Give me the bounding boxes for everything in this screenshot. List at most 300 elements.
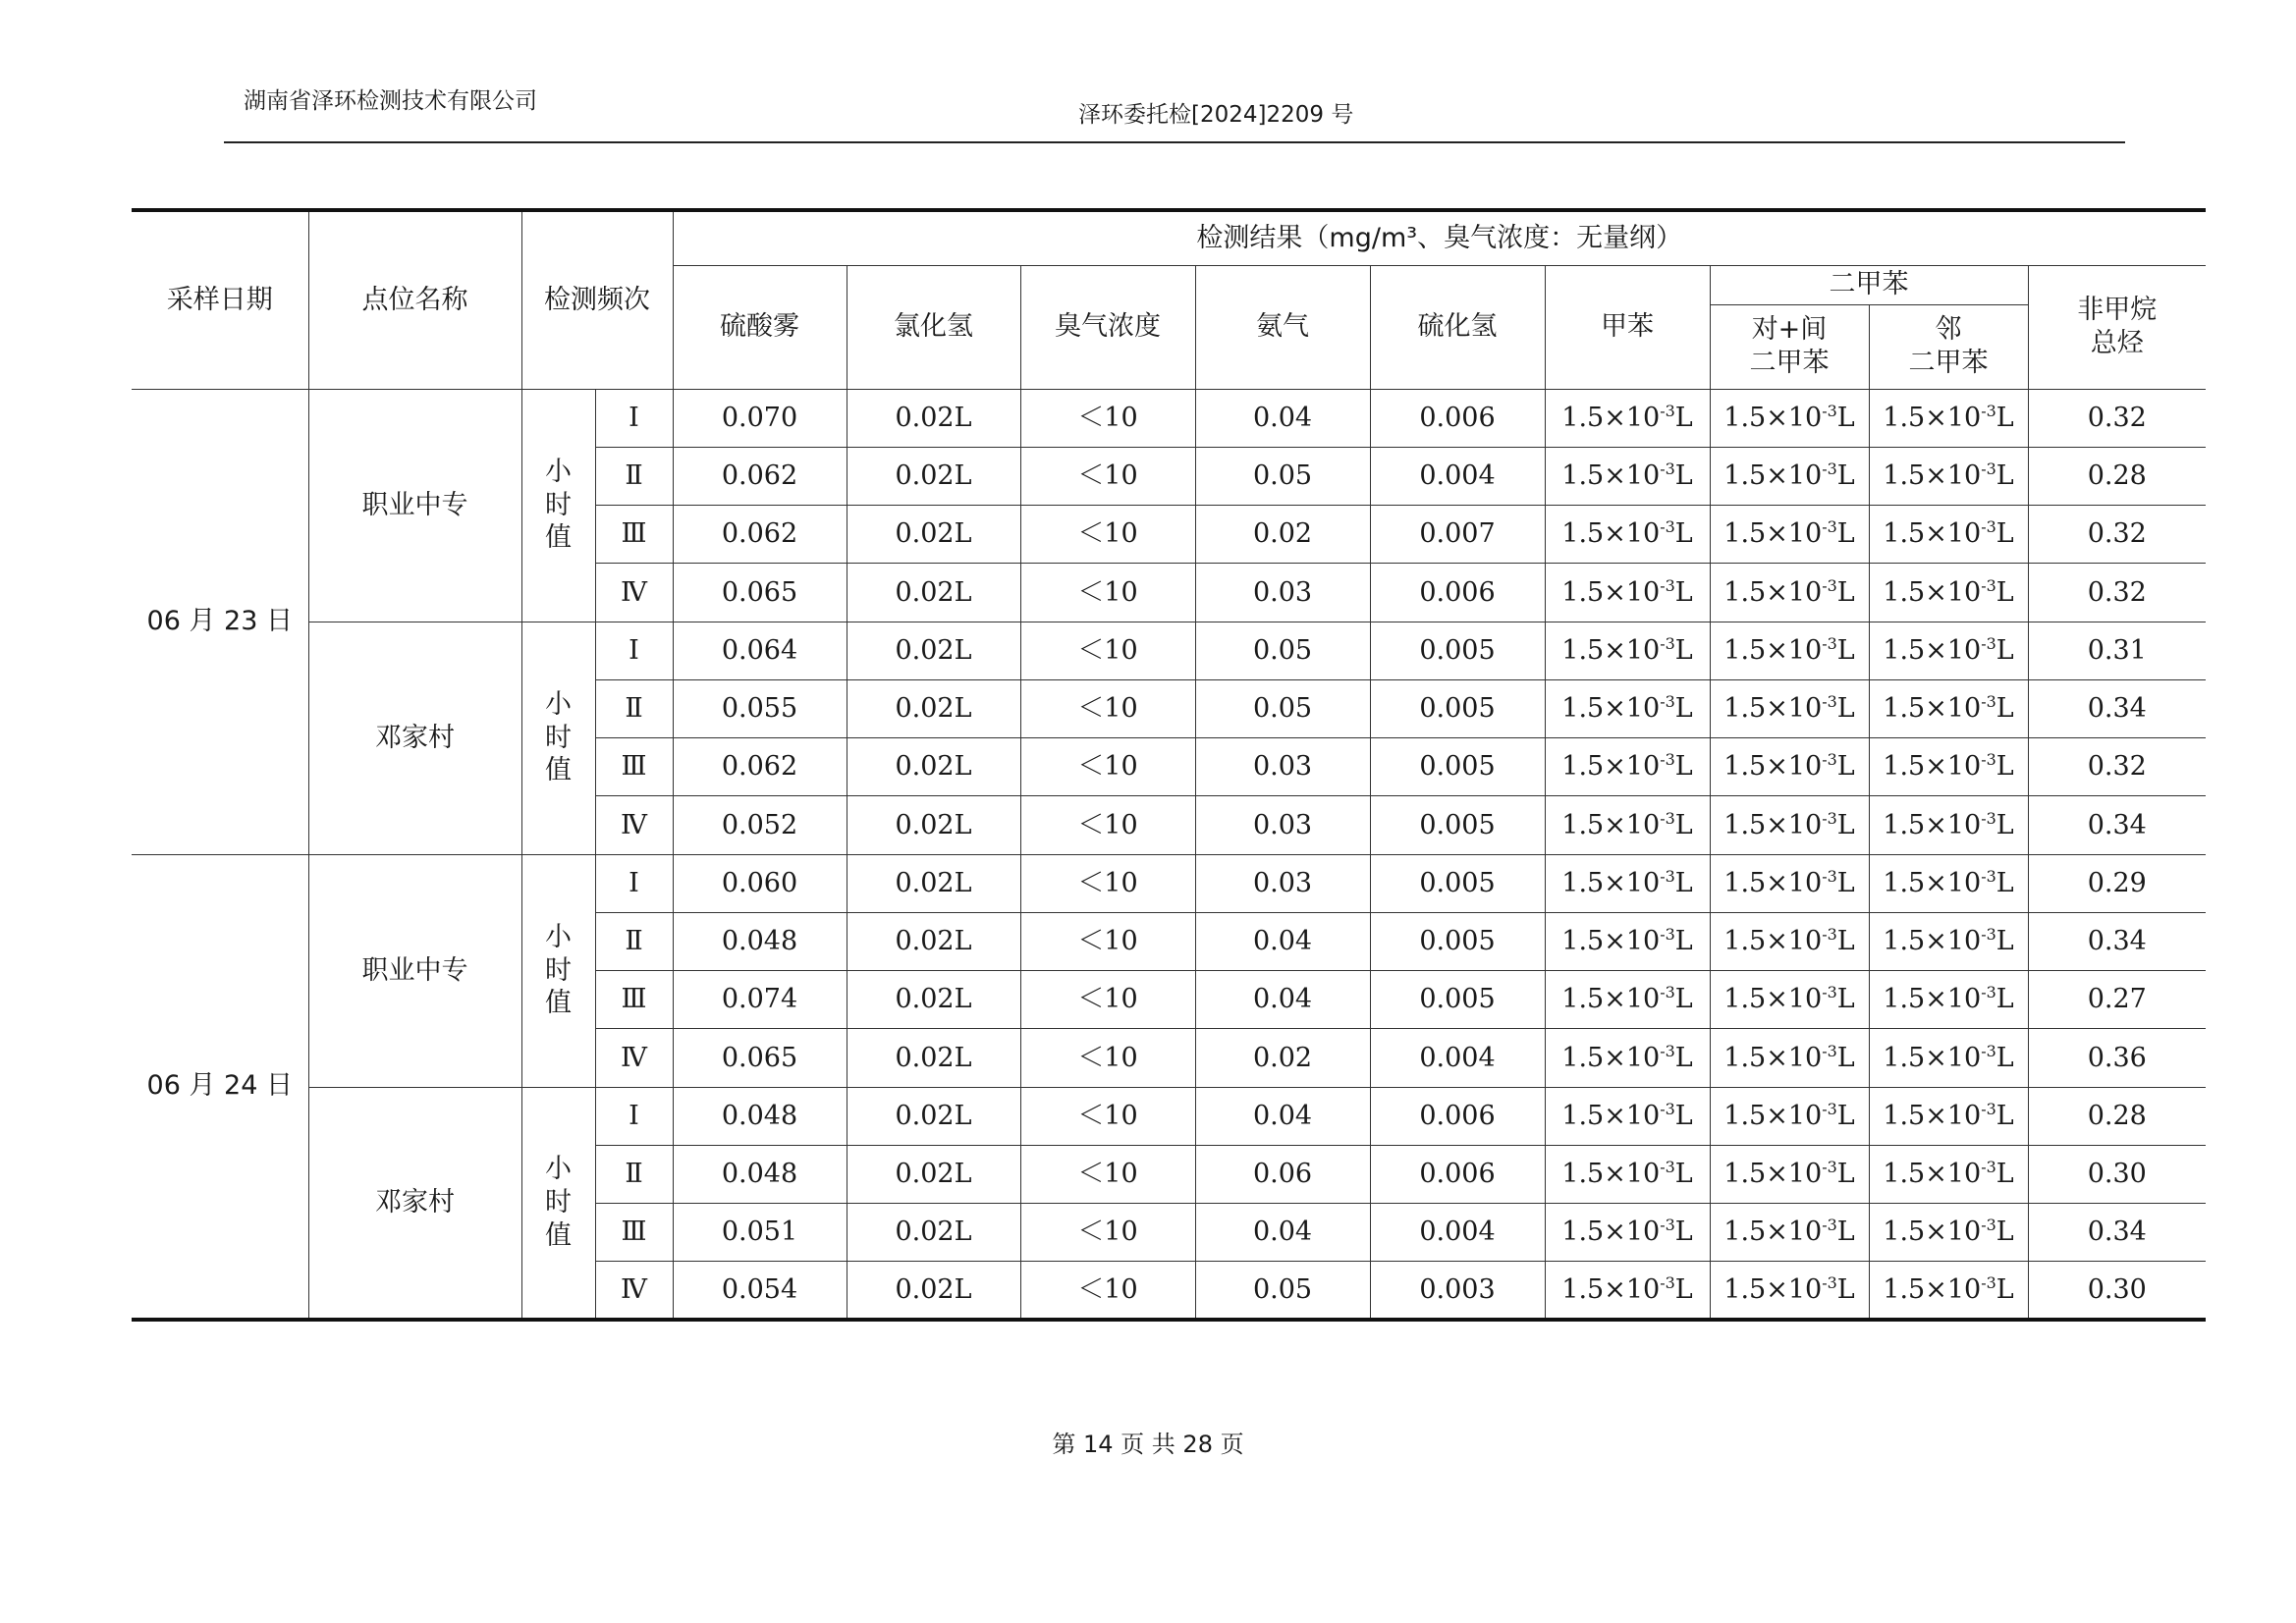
frequency-type-char: 小 <box>545 688 572 720</box>
detection-limit-base: 1.5×10 <box>1561 460 1661 491</box>
site-name: 邓家村 <box>308 622 521 854</box>
detection-limit-exponent: -3 <box>1660 925 1675 944</box>
result-cell: 0.007 <box>1370 506 1545 564</box>
frequency-number: Ⅳ <box>595 564 673 622</box>
detection-limit-exponent: -3 <box>1822 1099 1837 1118</box>
result-cell: ＜10 <box>1020 796 1195 854</box>
detection-limit-base: 1.5×10 <box>1561 1100 1661 1131</box>
detection-limit-suffix: L <box>1995 867 2014 898</box>
detection-limit-cell <box>1545 971 1710 1029</box>
detection-limit-suffix: L <box>1674 984 1693 1015</box>
detection-limit-exponent: -3 <box>1822 1041 1837 1060</box>
result-cell: 0.02L <box>847 389 1020 447</box>
detection-limit-cell <box>1545 622 1710 679</box>
detection-limit-suffix: L <box>1674 867 1693 898</box>
detection-limit-base: 1.5×10 <box>1723 926 1823 956</box>
result-cell: 0.004 <box>1370 447 1545 505</box>
frequency-number: Ⅳ <box>595 1262 673 1320</box>
detection-limit-suffix: L <box>1995 634 2014 666</box>
detection-limit-cell <box>1710 622 1869 679</box>
result-cell: 0.048 <box>673 1087 847 1145</box>
detection-limit-suffix: L <box>1995 402 2014 433</box>
detection-limit-suffix: L <box>1836 809 1855 840</box>
result-cell: 0.02 <box>1195 1029 1370 1087</box>
result-cell: 0.04 <box>1195 912 1370 970</box>
detection-limit-exponent: -3 <box>1822 1158 1837 1176</box>
detection-limit-suffix: L <box>1836 402 1855 433</box>
detection-limit-base: 1.5×10 <box>1883 1100 1982 1131</box>
nmhc-cell: 0.31 <box>2028 622 2206 679</box>
result-cell: 0.02L <box>847 564 1020 622</box>
detection-limit-cell <box>1710 796 1869 854</box>
detection-limit-suffix: L <box>1995 460 2014 491</box>
result-cell: ＜10 <box>1020 506 1195 564</box>
detection-limit-cell <box>1545 1262 1710 1320</box>
result-cell: 0.048 <box>673 912 847 970</box>
frequency-type-char: 时 <box>545 722 572 753</box>
detection-limit-exponent: -3 <box>1660 750 1675 770</box>
frequency-number: Ⅲ <box>595 738 673 796</box>
result-cell: 0.004 <box>1370 1204 1545 1262</box>
detection-limit-exponent: -3 <box>1660 808 1675 828</box>
frequency-type <box>521 389 595 622</box>
detection-limit-suffix: L <box>1836 1217 1855 1248</box>
detection-limit-cell <box>1545 389 1710 447</box>
result-cell: 0.065 <box>673 1029 847 1087</box>
detection-limit-suffix: L <box>1836 576 1855 608</box>
table-row <box>132 1087 2206 1145</box>
detection-limit-cell <box>1710 971 1869 1029</box>
result-cell: ＜10 <box>1020 971 1195 1029</box>
col-header-mp-xylene-line: 二甲苯 <box>1749 348 1830 378</box>
company-name: 湖南省泽环检测技术有限公司 <box>244 88 537 114</box>
result-cell: 0.03 <box>1195 796 1370 854</box>
detection-limit-base: 1.5×10 <box>1883 576 1982 608</box>
detection-limit-exponent: -3 <box>1981 1041 1996 1060</box>
result-cell: 0.04 <box>1195 971 1370 1029</box>
detection-limit-base: 1.5×10 <box>1723 518 1823 550</box>
result-cell: ＜10 <box>1020 1029 1195 1087</box>
detection-limit-cell <box>1545 854 1710 912</box>
detection-limit-cell <box>1869 796 2028 854</box>
table-row <box>132 854 2206 912</box>
frequency-type <box>521 854 595 1087</box>
detection-limit-suffix: L <box>1836 1273 1855 1305</box>
detection-limit-cell <box>1869 622 2028 679</box>
result-cell: 0.065 <box>673 564 847 622</box>
detection-limit-cell <box>1710 506 1869 564</box>
result-cell: 0.02L <box>847 854 1020 912</box>
detection-limit-cell <box>1545 1204 1710 1262</box>
detection-limit-exponent: -3 <box>1981 401 1996 420</box>
detection-limit-suffix: L <box>1674 460 1693 491</box>
col-header-nmhc-line: 总烃 <box>2090 328 2144 358</box>
detection-limit-cell <box>1869 506 2028 564</box>
detection-limit-cell <box>1545 679 1710 737</box>
detection-limit-suffix: L <box>1995 1217 2014 1248</box>
result-cell: ＜10 <box>1020 1262 1195 1320</box>
detection-limit-base: 1.5×10 <box>1883 751 1982 783</box>
detection-limit-suffix: L <box>1995 984 2014 1015</box>
result-cell: 0.051 <box>673 1204 847 1262</box>
detection-limit-cell <box>1710 564 1869 622</box>
nmhc-cell: 0.30 <box>2028 1262 2206 1320</box>
detection-limit-suffix: L <box>1995 751 2014 783</box>
detection-limit-cell <box>1710 1087 1869 1145</box>
detection-limit-suffix: L <box>1836 460 1855 491</box>
result-cell: ＜10 <box>1020 854 1195 912</box>
sampling-date: 06 月 24 日 <box>132 854 308 1320</box>
detection-limit-base: 1.5×10 <box>1883 1042 1982 1073</box>
nmhc-cell: 0.30 <box>2028 1145 2206 1203</box>
col-header-mp-xylene-line: 对+间 <box>1751 314 1828 346</box>
detection-limit-exponent: -3 <box>1981 866 1996 886</box>
detection-limit-suffix: L <box>1995 809 2014 840</box>
detection-limit-base: 1.5×10 <box>1883 1217 1982 1248</box>
result-cell: 0.006 <box>1370 1145 1545 1203</box>
nmhc-cell: 0.36 <box>2028 1029 2206 1087</box>
frequency-number: Ⅰ <box>595 622 673 679</box>
nmhc-cell: 0.29 <box>2028 854 2206 912</box>
result-cell: 0.062 <box>673 506 847 564</box>
result-cell: 0.02L <box>847 912 1020 970</box>
detection-limit-base: 1.5×10 <box>1883 809 1982 840</box>
sampling-date: 06 月 23 日 <box>132 389 308 854</box>
result-cell: ＜10 <box>1020 1204 1195 1262</box>
detection-limit-cell <box>1710 447 1869 505</box>
detection-limit-base: 1.5×10 <box>1883 1159 1982 1189</box>
detection-limit-suffix: L <box>1674 1217 1693 1248</box>
result-cell: 0.005 <box>1370 738 1545 796</box>
frequency-number: Ⅳ <box>595 1029 673 1087</box>
result-cell: ＜10 <box>1020 447 1195 505</box>
detection-limit-exponent: -3 <box>1660 517 1675 537</box>
site-name: 邓家村 <box>308 1087 521 1320</box>
detection-limit-suffix: L <box>1995 576 2014 608</box>
nmhc-cell: 0.32 <box>2028 738 2206 796</box>
detection-limit-suffix: L <box>1674 751 1693 783</box>
detection-limit-exponent: -3 <box>1822 808 1837 828</box>
col-header-o-xylene-line: 二甲苯 <box>1908 348 1989 378</box>
frequency-type-char: 小 <box>545 921 572 952</box>
result-cell: 0.005 <box>1370 854 1545 912</box>
detection-limit-exponent: -3 <box>1660 401 1675 420</box>
detection-limit-exponent: -3 <box>1660 460 1675 478</box>
detection-limit-exponent: -3 <box>1981 575 1996 595</box>
result-cell: 0.02L <box>847 447 1020 505</box>
frequency-type-char: 时 <box>545 1186 572 1217</box>
detection-limit-exponent: -3 <box>1981 1216 1996 1235</box>
detection-limit-base: 1.5×10 <box>1723 693 1823 724</box>
result-cell: ＜10 <box>1020 738 1195 796</box>
detection-limit-cell <box>1869 1087 2028 1145</box>
result-cell: 0.02L <box>847 1145 1020 1203</box>
detection-limit-base: 1.5×10 <box>1723 402 1823 433</box>
detection-limit-cell <box>1710 1145 1869 1203</box>
detection-limit-exponent: -3 <box>1822 460 1837 478</box>
detection-limit-exponent: -3 <box>1822 633 1837 653</box>
table-row <box>132 622 2206 679</box>
detection-limit-cell <box>1869 1262 2028 1320</box>
frequency-number: Ⅰ <box>595 1087 673 1145</box>
detection-limit-exponent: -3 <box>1981 1158 1996 1176</box>
detection-limit-cell <box>1545 1029 1710 1087</box>
detection-limit-suffix: L <box>1674 1100 1693 1131</box>
col-header-o-xylene <box>1869 304 2028 389</box>
frequency-type <box>521 1087 595 1320</box>
detection-limit-base: 1.5×10 <box>1561 634 1661 666</box>
detection-limit-base: 1.5×10 <box>1883 634 1982 666</box>
result-cell: 0.062 <box>673 447 847 505</box>
result-cell: 0.006 <box>1370 564 1545 622</box>
result-cell: 0.02L <box>847 679 1020 737</box>
result-cell: 0.02L <box>847 1204 1020 1262</box>
result-cell: 0.003 <box>1370 1262 1545 1320</box>
detection-limit-base: 1.5×10 <box>1883 867 1982 898</box>
detection-limit-exponent: -3 <box>1660 633 1675 653</box>
result-cell: ＜10 <box>1020 564 1195 622</box>
frequency-number: Ⅰ <box>595 389 673 447</box>
col-header-item: 臭气浓度 <box>1020 265 1195 389</box>
result-cell: ＜10 <box>1020 389 1195 447</box>
col-header-nmhc <box>2028 265 2206 389</box>
detection-limit-suffix: L <box>1836 634 1855 666</box>
result-cell: ＜10 <box>1020 679 1195 737</box>
result-cell: 0.052 <box>673 796 847 854</box>
detection-limit-exponent: -3 <box>1660 1158 1675 1176</box>
detection-limit-suffix: L <box>1674 926 1693 956</box>
frequency-type-char: 值 <box>545 1219 572 1251</box>
result-cell: 0.06 <box>1195 1145 1370 1203</box>
detection-limit-exponent: -3 <box>1822 575 1837 595</box>
detection-limit-base: 1.5×10 <box>1723 634 1823 666</box>
result-cell: ＜10 <box>1020 912 1195 970</box>
result-cell: ＜10 <box>1020 622 1195 679</box>
detection-limit-base: 1.5×10 <box>1883 926 1982 956</box>
detection-limit-suffix: L <box>1836 1100 1855 1131</box>
detection-limit-cell <box>1710 1204 1869 1262</box>
detection-limit-base: 1.5×10 <box>1723 751 1823 783</box>
detection-limit-suffix: L <box>1674 1159 1693 1189</box>
detection-limit-cell <box>1869 854 2028 912</box>
result-cell: 0.006 <box>1370 1087 1545 1145</box>
detection-limit-base: 1.5×10 <box>1723 460 1823 491</box>
detection-limit-cell <box>1545 1087 1710 1145</box>
detection-limit-suffix: L <box>1995 1159 2014 1189</box>
col-header-mp-xylene <box>1710 304 1869 389</box>
result-cell: 0.055 <box>673 679 847 737</box>
detection-limit-base: 1.5×10 <box>1883 518 1982 550</box>
detection-limit-exponent: -3 <box>1822 983 1837 1002</box>
detection-limit-cell <box>1710 1029 1869 1087</box>
detection-limit-base: 1.5×10 <box>1723 1042 1823 1073</box>
detection-limit-cell <box>1545 506 1710 564</box>
detection-limit-exponent: -3 <box>1660 1099 1675 1118</box>
nmhc-cell: 0.32 <box>2028 564 2206 622</box>
frequency-type-char: 时 <box>545 489 572 520</box>
result-cell: 0.070 <box>673 389 847 447</box>
detection-limit-base: 1.5×10 <box>1561 809 1661 840</box>
detection-limit-base: 1.5×10 <box>1561 926 1661 956</box>
frequency-number: Ⅲ <box>595 971 673 1029</box>
result-cell: 0.074 <box>673 971 847 1029</box>
detection-limit-base: 1.5×10 <box>1561 693 1661 724</box>
detection-limit-base: 1.5×10 <box>1561 1217 1661 1248</box>
detection-limit-exponent: -3 <box>1822 866 1837 886</box>
result-cell: 0.02L <box>847 622 1020 679</box>
detection-limit-exponent: -3 <box>1981 750 1996 770</box>
report-number: 泽环委托检[2024]2209 号 <box>1078 102 1354 128</box>
detection-limit-base: 1.5×10 <box>1561 518 1661 550</box>
detection-limit-exponent: -3 <box>1822 925 1837 944</box>
result-cell: 0.005 <box>1370 912 1545 970</box>
detection-limit-suffix: L <box>1995 1100 2014 1131</box>
result-cell: 0.02L <box>847 1087 1020 1145</box>
header-divider <box>224 141 2125 143</box>
detection-limit-exponent: -3 <box>1822 401 1837 420</box>
col-header-o-xylene-line: 邻 <box>1935 314 1962 346</box>
detection-limit-exponent: -3 <box>1660 575 1675 595</box>
frequency-number: Ⅳ <box>595 796 673 854</box>
col-header-item: 氨气 <box>1195 265 1370 389</box>
frequency-number: Ⅱ <box>595 1145 673 1203</box>
detection-limit-suffix: L <box>1674 1273 1693 1305</box>
detection-limit-exponent: -3 <box>1981 633 1996 653</box>
detection-limit-cell <box>1545 1145 1710 1203</box>
detection-limit-base: 1.5×10 <box>1561 1042 1661 1073</box>
col-header-frequency: 检测频次 <box>521 210 673 389</box>
col-header-results: 检测结果（mg/m³、臭气浓度：无量纲） <box>673 210 2206 265</box>
result-cell: 0.006 <box>1370 389 1545 447</box>
detection-limit-base: 1.5×10 <box>1561 402 1661 433</box>
frequency-number: Ⅱ <box>595 447 673 505</box>
result-cell: 0.02L <box>847 738 1020 796</box>
detection-limit-exponent: -3 <box>1660 1216 1675 1235</box>
detection-limit-cell <box>1869 389 2028 447</box>
detection-limit-suffix: L <box>1836 1159 1855 1189</box>
detection-limit-suffix: L <box>1836 867 1855 898</box>
nmhc-cell: 0.28 <box>2028 447 2206 505</box>
detection-limit-cell <box>1545 447 1710 505</box>
result-cell: 0.03 <box>1195 564 1370 622</box>
detection-limit-cell <box>1869 679 2028 737</box>
result-cell: 0.005 <box>1370 622 1545 679</box>
detection-limit-suffix: L <box>1995 1042 2014 1073</box>
site-name: 职业中专 <box>308 854 521 1087</box>
detection-limit-suffix: L <box>1995 926 2014 956</box>
detection-limit-cell <box>1710 854 1869 912</box>
detection-limit-base: 1.5×10 <box>1723 1100 1823 1131</box>
result-cell: 0.02L <box>847 1029 1020 1087</box>
detection-limit-base: 1.5×10 <box>1561 576 1661 608</box>
detection-limit-suffix: L <box>1995 518 2014 550</box>
nmhc-cell: 0.27 <box>2028 971 2206 1029</box>
detection-limit-base: 1.5×10 <box>1883 984 1982 1015</box>
detection-limit-cell <box>1869 1204 2028 1262</box>
detection-limit-base: 1.5×10 <box>1883 402 1982 433</box>
detection-limit-cell <box>1545 738 1710 796</box>
result-cell: 0.004 <box>1370 1029 1545 1087</box>
frequency-number: Ⅲ <box>595 506 673 564</box>
detection-limit-suffix: L <box>1836 518 1855 550</box>
detection-limit-base: 1.5×10 <box>1561 751 1661 783</box>
detection-limit-suffix: L <box>1674 634 1693 666</box>
detection-limit-base: 1.5×10 <box>1561 1159 1661 1189</box>
detection-limit-cell <box>1869 971 2028 1029</box>
result-cell: 0.04 <box>1195 1204 1370 1262</box>
detection-limit-suffix: L <box>1674 693 1693 724</box>
result-cell: 0.04 <box>1195 389 1370 447</box>
detection-limit-cell <box>1869 912 2028 970</box>
result-cell: 0.05 <box>1195 1262 1370 1320</box>
detection-limit-cell <box>1869 738 2028 796</box>
result-cell: 0.05 <box>1195 622 1370 679</box>
result-cell: 0.064 <box>673 622 847 679</box>
detection-limit-suffix: L <box>1836 751 1855 783</box>
detection-limit-exponent: -3 <box>1660 983 1675 1002</box>
detection-limit-cell <box>1710 738 1869 796</box>
result-cell: 0.054 <box>673 1262 847 1320</box>
col-header-xylene-group: 二甲苯 <box>1710 265 2028 304</box>
detection-limit-base: 1.5×10 <box>1723 1273 1823 1305</box>
detection-limit-cell <box>1545 796 1710 854</box>
detection-limit-suffix: L <box>1836 693 1855 724</box>
detection-limit-base: 1.5×10 <box>1723 867 1823 898</box>
detection-limit-exponent: -3 <box>1981 1099 1996 1118</box>
site-name: 职业中专 <box>308 389 521 622</box>
detection-limit-cell <box>1710 912 1869 970</box>
detection-limit-suffix: L <box>1674 809 1693 840</box>
detection-limit-cell <box>1869 1029 2028 1087</box>
result-cell: 0.04 <box>1195 1087 1370 1145</box>
frequency-type-char: 值 <box>545 988 572 1019</box>
frequency-type-char: 值 <box>545 522 572 554</box>
result-cell: 0.02 <box>1195 506 1370 564</box>
detection-limit-base: 1.5×10 <box>1723 1159 1823 1189</box>
result-cell: 0.02L <box>847 796 1020 854</box>
detection-limit-suffix: L <box>1995 1273 2014 1305</box>
results-body <box>132 389 2206 1320</box>
detection-limit-cell <box>1869 447 2028 505</box>
detection-limit-suffix: L <box>1836 1042 1855 1073</box>
frequency-type <box>521 622 595 854</box>
frequency-type-char: 小 <box>545 1154 572 1185</box>
detection-limit-exponent: -3 <box>1660 692 1675 711</box>
detection-limit-exponent: -3 <box>1981 692 1996 711</box>
col-header-item: 甲苯 <box>1545 265 1710 389</box>
detection-limit-cell <box>1710 1262 1869 1320</box>
result-cell: 0.005 <box>1370 796 1545 854</box>
detection-limit-suffix: L <box>1674 576 1693 608</box>
detection-limit-suffix: L <box>1674 1042 1693 1073</box>
result-cell: 0.048 <box>673 1145 847 1203</box>
result-cell: ＜10 <box>1020 1145 1195 1203</box>
nmhc-cell: 0.34 <box>2028 796 2206 854</box>
result-cell: 0.03 <box>1195 738 1370 796</box>
detection-limit-exponent: -3 <box>1822 1272 1837 1292</box>
header-row-1 <box>132 210 2206 265</box>
frequency-number: Ⅰ <box>595 854 673 912</box>
nmhc-cell: 0.34 <box>2028 679 2206 737</box>
nmhc-cell: 0.32 <box>2028 389 2206 447</box>
nmhc-cell: 0.32 <box>2028 506 2206 564</box>
table-row <box>132 389 2206 447</box>
detection-limit-base: 1.5×10 <box>1883 460 1982 491</box>
detection-limit-exponent: -3 <box>1660 1272 1675 1292</box>
result-cell: 0.02L <box>847 971 1020 1029</box>
result-cell: 0.005 <box>1370 971 1545 1029</box>
detection-limit-exponent: -3 <box>1981 517 1996 537</box>
